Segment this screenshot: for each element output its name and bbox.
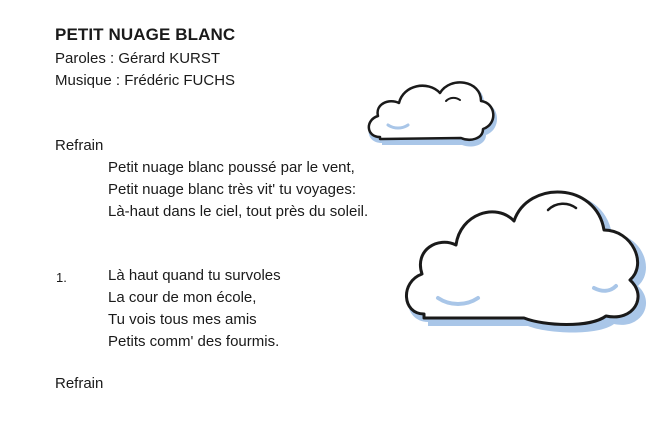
refrain-line: Petit nuage blanc poussé par le vent, (108, 159, 355, 176)
refrain-line: Là-haut dans le ciel, tout près du soleil. (108, 203, 369, 220)
verse-line: Là haut quand tu survoles (108, 267, 281, 284)
verse-number: 1. (56, 270, 67, 285)
verse-line: Petits comm' des fourmis. (108, 333, 280, 350)
verse-line: La cour de mon école, (108, 289, 257, 306)
verse-line: Tu vois tous mes amis (108, 311, 257, 328)
refrain-label: Refrain (55, 137, 104, 154)
lyrics-credit: Paroles : Gérard KURST (55, 50, 221, 67)
refrain-line: Petit nuage blanc très vit' tu voyages: (108, 181, 357, 198)
refrain-repeat-label: Refrain (55, 375, 104, 392)
song-title: PETIT NUAGE BLANC (55, 25, 236, 44)
music-credit: Musique : Frédéric FUCHS (55, 72, 236, 89)
cloud-icon (398, 170, 661, 336)
cloud-icon (362, 73, 504, 153)
